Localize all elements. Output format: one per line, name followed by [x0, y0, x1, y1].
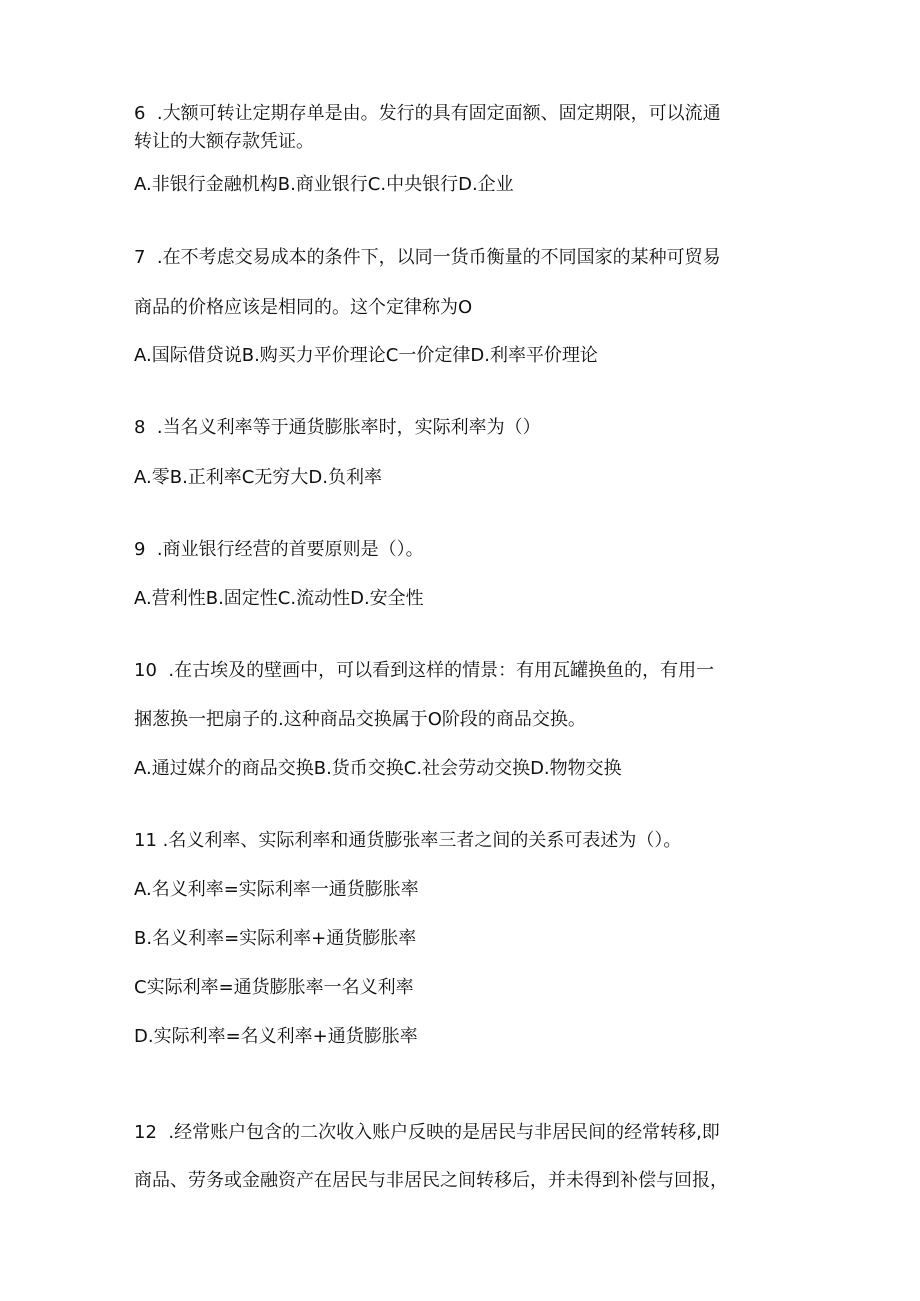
question-6-stem-line-2: 转让的大额存款凭证。: [134, 131, 314, 152]
question-6-stem-line-1: 6 .大额可转让定期存单是由。发行的具有固定面额、固定期限，可以流通: [134, 103, 721, 124]
question-8-options: A.零B.正利率C无穷大D.负利率: [134, 467, 382, 488]
question-7-options: A.国际借贷说B.购买力平价理论C一价定律D.利率平价理论: [134, 345, 598, 366]
question-7-stem-line-1: 7 .在不考虑交易成本的条件下，以同一货币衡量的不同国家的某种可贸易: [134, 247, 721, 268]
question-11-option-d: D.实际利率=名义利率+通货膨胀率: [134, 1026, 418, 1047]
question-10-options: A.通过媒介的商品交换B.货币交换C.社会劳动交换D.物物交换: [134, 758, 622, 779]
question-11-option-a: A.名义利率=实际利率一通货膨胀率: [134, 879, 419, 900]
question-10-stem-line-2: 捆葱换一把扇子的.这种商品交换属于O阶段的商品交换。: [134, 709, 586, 730]
question-9-stem: 9 .商业银行经营的首要原则是（）。: [134, 539, 424, 560]
question-10-stem-line-1: 10 .在古埃及的壁画中，可以看到这样的情景：有用瓦罐换鱼的，有用一: [134, 660, 715, 681]
question-7-stem-line-2: 商品的价格应该是相同的。这个定律称为O: [134, 297, 473, 318]
question-6-options: A.非银行金融机构B.商业银行C.中央银行D.企业: [134, 174, 514, 195]
question-11-stem: 11 .名义利率、实际利率和通货膨张率三者之间的关系可表述为（）。: [134, 830, 682, 851]
question-12-stem-line-1: 12 .经常账户包含的二次收入账户反映的是居民与非居民间的经常转移,即: [134, 1122, 720, 1143]
question-12-stem-line-2: 商品、劳务或金融资产在居民与非居民之间转移后，并未得到补偿与回报，: [134, 1170, 728, 1191]
question-8-stem: 8 .当名义利率等于通货膨胀率时，实际利率为（）: [134, 417, 541, 438]
question-11-option-c: C实际利率=通货膨胀率一名义利率: [134, 977, 414, 998]
question-9-options: A.营利性B.固定性C.流动性D.安全性: [134, 588, 424, 609]
question-11-option-b: B.名义利率=实际利率+通货膨胀率: [134, 928, 417, 949]
